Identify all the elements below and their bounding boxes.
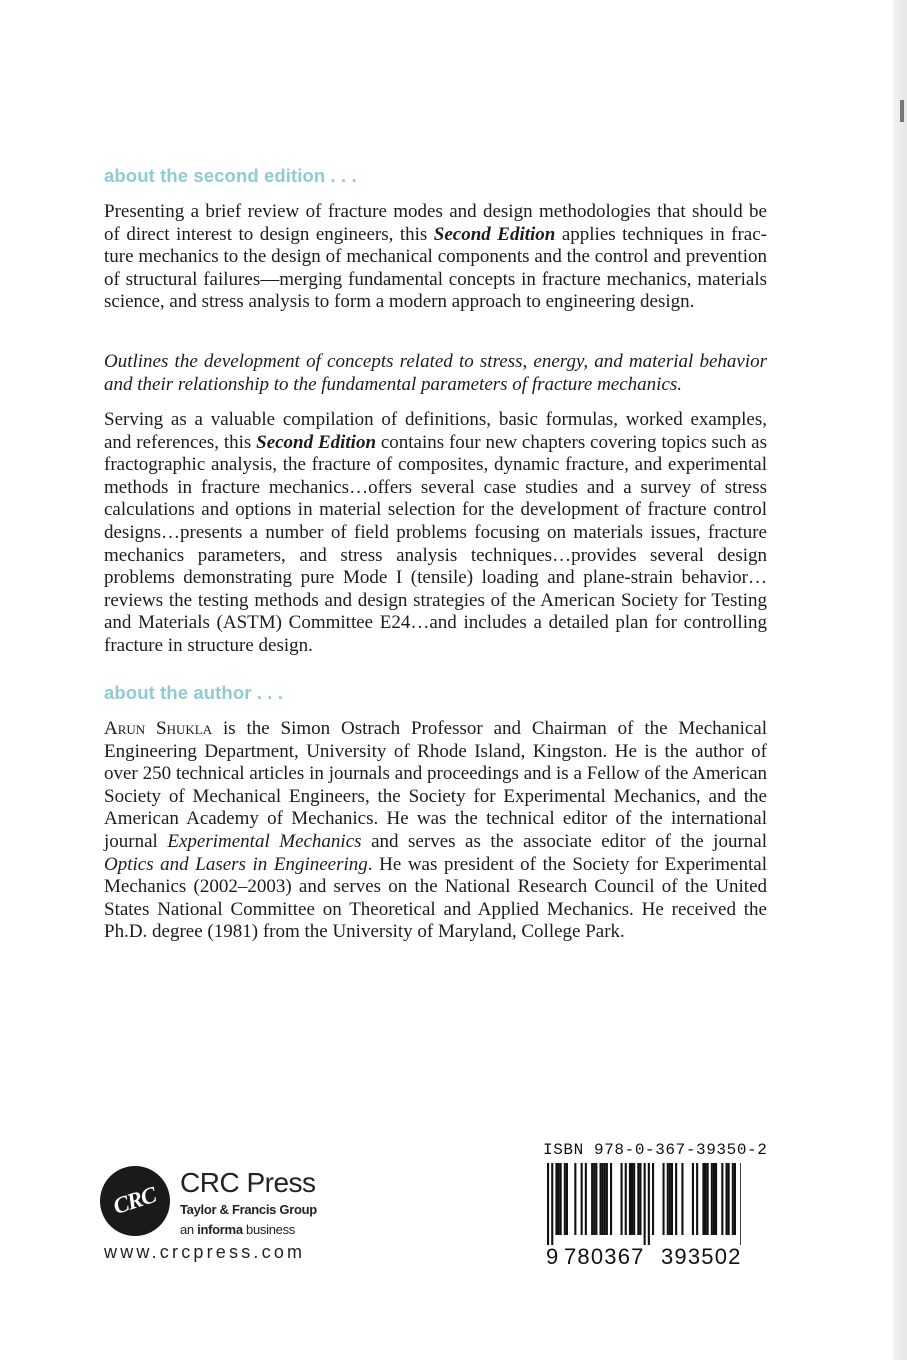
barcode-bar xyxy=(713,1163,715,1235)
barcode-bar xyxy=(726,1163,728,1235)
isbn-label: ISBN 978-0-367-39350-2 xyxy=(543,1141,768,1159)
barcode-bar xyxy=(734,1163,736,1235)
second-edition-heading: about the second edition . . . xyxy=(104,165,357,186)
barcode-bar xyxy=(564,1163,566,1235)
barcode-bar xyxy=(671,1163,673,1235)
intro-paragraph: Presenting a brief review of fracture modes and design methodologies that should be of direct interest to design engineers, this Second Edition applies techniques in fracture mechanics to the design of mechanical components and the control and prevention of structural failures—merging fundamental concepts in fracture mechanics, materials science, and stress analysis to form a modern approach to engineering design. xyxy=(104,201,767,313)
barcode-bar xyxy=(593,1163,595,1235)
barcode-bar xyxy=(621,1163,623,1235)
barcode-bar xyxy=(711,1163,713,1235)
barcode-bar xyxy=(637,1163,639,1235)
outline-paragraph: Outlines the development of concepts related to stress, energy, and material behavior and their relationship to the fundamental parameters of fracture mechanics. xyxy=(104,351,767,395)
publisher-tagline: an informa business xyxy=(180,1222,295,1237)
barcode-bar xyxy=(648,1163,650,1245)
barcode-bar xyxy=(595,1163,597,1235)
barcode-bar xyxy=(728,1163,730,1235)
contents-paragraph: Serving as a valuable compilation of definitions, basic formulas, worked examples, and references, this Second Edition contains four new chapters covering topics such as fractographic analysis, the fracture of composites, dynamic fracture, and experimental methods in fracture mechanics…offers several case studies and a survey of stress calculations and options in material selection for the development of fracture control designs…presents a number of field problems focusing on materials issues, fracture mechanics parameters, and stress analysis techniques…provides several design problems demonstrating pure Mode I (tensile) loading and plane-strain behavior…reviews the testing methods and design strategies of the American Society for Testing and Materials (ASTM) Committee E24…and includes a detailed plan for controlling fracture in structure design. xyxy=(104,409,767,656)
barcode-bar xyxy=(585,1163,587,1235)
barcode-bar xyxy=(581,1163,583,1235)
barcode-bar xyxy=(625,1163,627,1235)
barcode-bar xyxy=(644,1163,646,1245)
barcode-bar xyxy=(604,1163,606,1235)
barcode-bar xyxy=(629,1163,631,1235)
barcode-bar xyxy=(692,1163,694,1235)
journal-title: Optics and Lasers in Engineering xyxy=(104,853,368,875)
barcode-bar xyxy=(547,1163,549,1245)
page-edge-mark xyxy=(900,100,904,122)
barcode-bar xyxy=(705,1163,707,1235)
barcode-bar xyxy=(606,1163,608,1235)
barcode-bar xyxy=(675,1163,677,1235)
barcode-bar xyxy=(610,1163,612,1235)
barcode-bar xyxy=(652,1163,654,1235)
barcode-bar xyxy=(740,1163,741,1245)
isbn-barcode xyxy=(541,1163,741,1245)
barcode-bar xyxy=(566,1163,568,1235)
isbn-right-digits: 393502 xyxy=(661,1244,742,1269)
barcode-bar xyxy=(551,1163,553,1245)
barcode-bar xyxy=(667,1163,669,1235)
barcode-bar xyxy=(681,1163,683,1235)
barcode-bar xyxy=(721,1163,723,1235)
isbn-lead-digit: 9 xyxy=(546,1244,559,1269)
barcode-bar xyxy=(574,1163,576,1235)
barcode-bar xyxy=(696,1163,698,1235)
barcode-bar xyxy=(633,1163,635,1235)
crc-logo xyxy=(100,1166,170,1236)
journal-title: Experimental Mechanics xyxy=(167,830,362,852)
barcode-bar xyxy=(602,1163,604,1235)
barcode-bar xyxy=(702,1163,704,1235)
crc-logo-text: CRC xyxy=(110,1181,160,1220)
publisher-group: Taylor & Francis Group xyxy=(180,1202,317,1217)
barcode-bar xyxy=(558,1163,560,1235)
author-heading: about the author . . . xyxy=(104,682,283,703)
second-edition-emphasis: Second Edition xyxy=(433,223,556,245)
barcode-bar xyxy=(663,1163,665,1235)
barcode-bar xyxy=(555,1163,557,1235)
barcode-bar xyxy=(732,1163,734,1235)
publisher-url[interactable]: www.crcpress.com xyxy=(104,1242,306,1262)
barcode-bar xyxy=(669,1163,671,1235)
barcode-bar xyxy=(591,1163,593,1235)
barcode-bar xyxy=(600,1163,602,1235)
barcode-bar xyxy=(631,1163,633,1235)
page-edge-strip xyxy=(893,0,907,1360)
second-edition-emphasis: Second Edition xyxy=(256,431,377,453)
barcode-bar xyxy=(639,1163,641,1235)
barcode-bar xyxy=(560,1163,562,1235)
author-bio: Arun Shukla is the Simon Ostrach Professor and Chairman of the Mechanical Engineering Department, University of Rhode Island, Kingston. He is the author of over 250 technical articles in journals and proceedings and is a Fellow of the American Society of Mechanical Engineers, the Society for Experimental Mechanics, and the American Academy of Mechanics. He was the technical editor of the international journal Experimental Mechanics and serves as the associate editor of the journal Optics and Lasers in Engineering. He was president of the Society for Experimental Mechanics (2002–2003) and serves on the National Research Council of the United States National Committee on Theoretical and Applied Mechanics. He received the Ph.D. degree (1981) from the University of Maryland, College Park. xyxy=(104,718,767,943)
barcode-bar xyxy=(715,1163,717,1235)
author-name: Arun Shukla xyxy=(104,718,213,739)
barcode-bar xyxy=(707,1163,709,1235)
isbn-left-digits: 780367 xyxy=(564,1244,645,1269)
publisher-name: CRC Press xyxy=(180,1167,316,1198)
